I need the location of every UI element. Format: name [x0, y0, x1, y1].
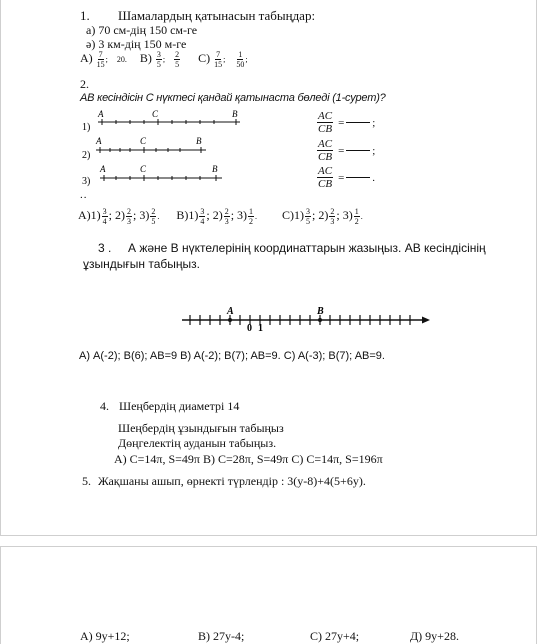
q5-number: 5. — [82, 474, 91, 488]
q4-line2: Дөңгелектің ауданын табыңыз. — [118, 436, 277, 450]
q2-title: АВ кесіндісін С нүктесі қандай қатынаста бөледі (1-сурет)? — [80, 92, 386, 104]
q2-segments-figure — [80, 104, 280, 192]
q2-row2-point-a: A — [96, 136, 102, 146]
q5-answer-c: С) 27y+4; — [310, 629, 360, 643]
q2-row2-point-b: B — [196, 136, 202, 146]
q3-number: 3 . — [98, 241, 112, 255]
q2-ratio-1: $\frac{AC}{CB}$ = ; — [318, 110, 376, 135]
q2-ratio-2: $\frac{AC}{CB}$ = ; — [318, 138, 376, 163]
q2-dots: .. — [80, 189, 88, 201]
q1-number: 1. — [80, 8, 90, 23]
q3-answers: А) A(-2); B(6); AB=9 B) A(-2); B(7); AB=9. C) A(-3); B(7); AB=9. — [79, 350, 385, 362]
q4-title: Шеңбердің диаметрі 14 — [119, 399, 240, 413]
q2-row3-point-a: A — [100, 164, 106, 174]
q3-point-b — [318, 318, 322, 322]
q3-label-b: B — [317, 306, 324, 317]
q3-axis-arrow — [422, 317, 430, 324]
q2-row1-label: 1) — [82, 122, 91, 133]
q1-option-b: В) $\frac{3}{5}$ ; $\frac{2}{5}$ — [139, 50, 180, 69]
q2-row2-point-c: C — [140, 136, 147, 146]
q2-answer-c: С)1) $\frac{3}{5}$ ; 2) $\frac{2}{3}$ ; 3) $\frac{1}{2}$ . — [282, 207, 363, 226]
q2-row3-point-b: B — [212, 164, 218, 174]
q2-answers — [78, 207, 363, 226]
q1-item-a: а) 70 см-дің 150 см-ге — [86, 23, 198, 37]
q3-label-a: A — [227, 306, 234, 317]
q4-line1: Шеңбердің ұзындығын табыңыз — [118, 421, 284, 435]
q1-item-b: ә) 3 км-дің 150 м-ге — [86, 37, 187, 51]
q2-row1-point-a: A — [98, 109, 104, 119]
q1-option-c: С) $\frac{7}{15}$ ; $\frac{1}{50}$ ; — [198, 50, 248, 69]
q2-answer-a: А)1) $\frac{3}{4}$ ; 2) $\frac{2}{3}$ ; 3) $\frac{2}{5}$ . — [78, 207, 160, 226]
q2-ratio-3: $\frac{AC}{CB}$ = . — [318, 165, 376, 190]
q2-row1-point-c: C — [152, 109, 159, 119]
q3-point-a — [228, 318, 232, 322]
q3-line2: ұзындығын табыңыз. — [83, 257, 200, 271]
q2-number: 2. — [80, 77, 89, 91]
q3-label-one: 1 — [258, 323, 263, 334]
q4-number: 4. — [100, 399, 109, 413]
q2-row3-point-c: C — [140, 164, 147, 174]
q1-option-a: А) $\frac{7}{15}$ ; 20. — [80, 50, 127, 69]
q3-label-zero: 0 — [247, 323, 252, 334]
q2-row3-label: 3) — [82, 176, 91, 187]
q5-text: Жақшаны ашып, өрнекті түрлендір : 3(y-8)+4(5+6y). — [98, 474, 366, 488]
q5-answer-d: Д) 9y+28. — [410, 629, 459, 643]
q1-title: Шамалардың қатынасын табыңдар: — [118, 8, 316, 23]
q5-answer-a: А) 9y+12; — [80, 629, 130, 643]
q1-option-a-fraction: $\frac{7}{15}$ — [96, 50, 105, 69]
q2-row1-point-b: B — [232, 109, 238, 119]
q2-row2-label: 2) — [82, 150, 91, 161]
q3-number-line — [178, 304, 434, 334]
q3-line1: А және В нүктелерінің координаттарын жазыңыз. АВ кесіндісінің — [128, 241, 486, 255]
q4-answers: А) С=14π, S=49π В) С=28π, S=49π С) С=14π, S=196π — [114, 452, 383, 466]
q2-answer-b: В)1) $\frac{3}{4}$ ; 2) $\frac{2}{3}$ ; 3) $\frac{1}{2}$ . — [176, 207, 258, 226]
q1-options — [80, 50, 248, 69]
q5-answer-b: В) 27y-4; — [198, 629, 245, 643]
